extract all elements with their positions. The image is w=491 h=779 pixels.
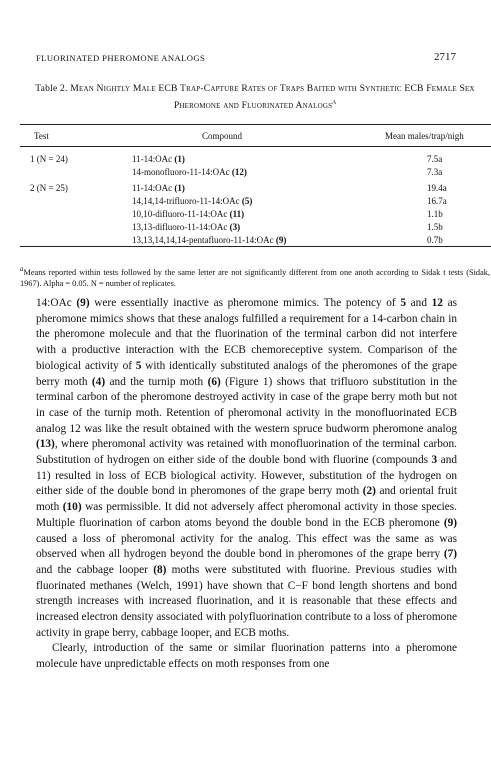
footnote-text: Means reported within tests followed by the same letter are not significantly different from one anoth according to Sidak t tests (Sidak, 1967). Alpha = 0.05. N = number of replicates. xyxy=(20,267,490,288)
table-cell-test: 1 (N = 24) xyxy=(30,154,68,164)
caption-footnote-mark: a xyxy=(332,97,337,106)
body-text xyxy=(36,296,457,673)
compound-ref: (1) xyxy=(174,154,185,164)
table-label: Table 2. xyxy=(35,83,68,94)
table-cell-mean: 7.3a xyxy=(427,167,443,177)
compound-name: 14-monofluoro-11-14:OAc xyxy=(132,167,230,177)
page-number: 2717 xyxy=(434,51,456,63)
table-bottom-rule xyxy=(20,246,491,247)
table-cell-mean: 16.7a xyxy=(427,196,447,206)
table-cell-compound xyxy=(132,154,185,164)
footnote-mark: a xyxy=(20,266,24,273)
table-cell-compound xyxy=(132,196,252,206)
table-cell-mean: 19.4a xyxy=(427,183,447,193)
table-cell-test: 2 (N = 25) xyxy=(30,183,68,193)
table-cell-mean: 7.5a xyxy=(427,154,443,164)
compound-ref: (3) xyxy=(229,222,241,232)
table-cell-compound xyxy=(132,183,185,193)
compound-ref: (12) xyxy=(231,167,247,177)
table-cell-compound xyxy=(132,222,240,232)
table-caption-text: Mean Nightly Male ECB Trap-Capture Rates of Traps Baited with Synthetic ECB Female Sex Pheromone and Fluorinated Analogs xyxy=(70,83,475,112)
running-head xyxy=(36,52,456,66)
table-cell-mean: 1.5b xyxy=(427,222,443,232)
table-cell-mean: 0.7b xyxy=(427,235,443,245)
compound-name: 13,13-difluoro-11-14:OAc xyxy=(132,222,228,232)
table-cell-compound xyxy=(132,167,247,177)
compound-ref: (1) xyxy=(174,183,185,193)
compound-name: 10,10-difluoro-11-14:OAc xyxy=(132,209,228,219)
table-row xyxy=(0,222,491,234)
table-cell-mean: 1.1b xyxy=(427,209,443,219)
compound-name: 14,14,14-trifluoro-11-14:OAc xyxy=(132,196,240,206)
compound-ref: (5) xyxy=(241,196,253,206)
compound-name: 13,13,14,14,14-pentafluoro-11-14:OAc xyxy=(132,235,274,245)
table-row xyxy=(0,167,491,179)
compound-name: 11-14:OAc xyxy=(132,183,173,193)
table-cell-compound xyxy=(132,209,244,219)
table-header-rule xyxy=(20,146,491,147)
running-title: FLUORINATED PHEROMONE ANALOGS xyxy=(36,53,206,63)
table-row xyxy=(0,196,491,208)
compound-ref: (9) xyxy=(275,235,287,245)
table-top-rule xyxy=(20,124,491,125)
compound-name: 11-14:OAc xyxy=(132,154,173,164)
table-row xyxy=(0,154,491,166)
compound-ref: (11) xyxy=(229,209,245,219)
column-header-compound: Compound xyxy=(202,131,243,141)
table-footnote xyxy=(20,264,490,289)
table-row xyxy=(0,183,491,195)
table-row xyxy=(0,209,491,221)
table-caption xyxy=(20,82,490,112)
column-header-mean: Mean males/trap/nigh xyxy=(385,131,464,141)
table-cell-compound xyxy=(132,235,286,245)
body-paragraph: Clearly, introduction of the same or similar fluorination patterns into a pheromone molecule have unpredictable effects on moth responses from one xyxy=(36,642,457,671)
body-paragraph: 14:OAc (9) were essentially inactive as pheromone mimics. The potency of 5 and 12 as pheromone mimics shows that these analogs fulfilled a requirement for a 14-carbon chain in the pheromone molecule and that the fluorination of the terminal carbon did not interfere with a productive interaction with the ECB chemoreceptive system. Comparison of the biological activity of 5 with identically substituted analogs of the pheromones of the grape berry moth (4) and the turnip moth (6) (Figure 1) shows that trifluoro substitution in the terminal carbon of the pheromone destroyed activity in case of the grape berry moth but not in case of the turnip moth. Retention of pheromonal activity in the monofluorinated ECB analog 12 was like the result obtained with the western spruce budworm pheromone analog (13), where pheromonal activity was retained with monofluorination of the terminal carbon. Substitution of hydrogen on either side of the double bond with fluorine (compounds 3 and 11) resulted in loss of ECB biological activity. However, substitution of the hydrogen on either side of the double bond in pheromones of the grape berry moth (2) and oriental fruit moth (10) was permissible. It did not adversely affect pheromonal activity in those species. Multiple fluorination of carbon atoms beyond the double bond in the ECB pheromone (9) caused a loss of pheromonal activity for the analog. This effect was the same as was observed when all hydrogen beyond the double bond in pheromones of the grape berry (7) and the cabbage looper (8) moths were substituted with fluorine. Previous studies with fluorinated methanes (Welch, 1991) have shown that C−F bond length shortens and bond strength increases with increased fluorination, and it is reasonable that these effects and increased electron density associated with polyfluorination contribute to a loss of pheromone activity in grape berry, cabbage looper, and ECB moths. xyxy=(36,297,458,639)
column-header-test: Test xyxy=(34,131,49,141)
